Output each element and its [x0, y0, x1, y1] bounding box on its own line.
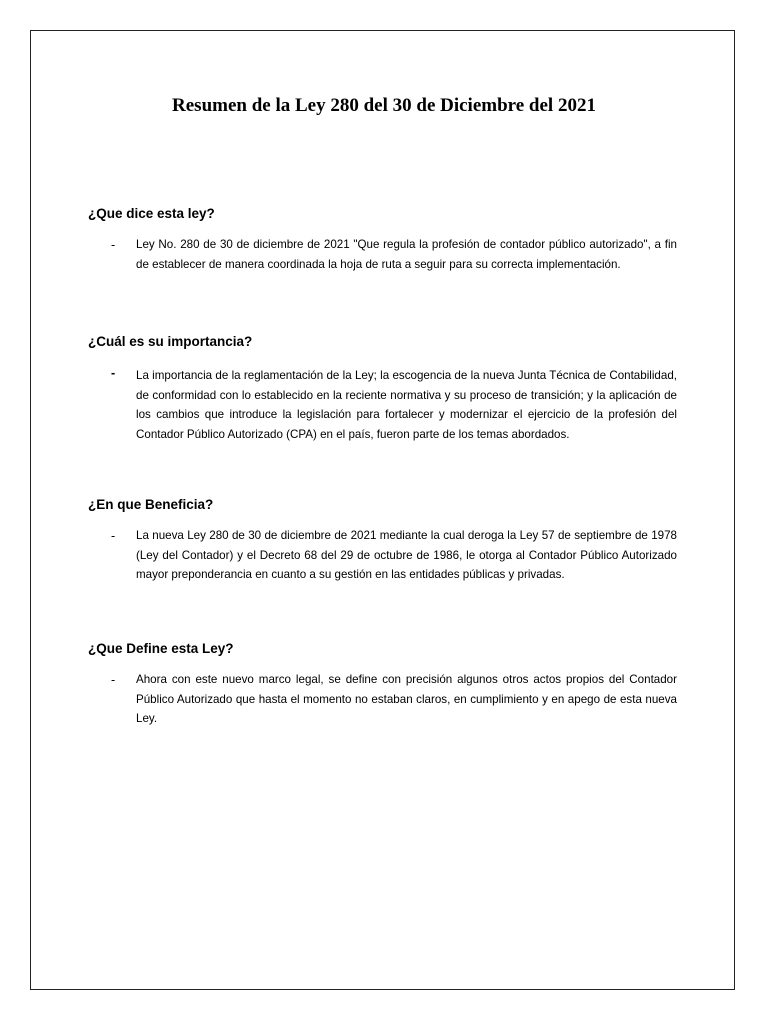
section-paragraph: Ley No. 280 de 30 de diciembre de 2021 "Que regula la profesión de contador público autorizado", a fin de establecer de manera coordinada la hoja de ruta a seguir para su correcta implementación.: [136, 238, 677, 271]
section-paragraph: La importancia de la reglamentación de la Ley; la escogencia de la nueva Junta Técnica de Contabilidad, de conformidad con lo establecido en la reciente normativa y su proceso de transición; y la aplicación de los cambios que introduce la legislación para fortalecer y modernizar el ejercicio de la profesión del Contador Público Autorizado (CPA) en el país, fueron parte de los temas abordados.: [136, 369, 677, 441]
bullet-dash: -: [111, 529, 116, 543]
section-paragraph: La nueva Ley 280 de 30 de diciembre de 2021 mediante la cual deroga la Ley 57 de septiembre de 1978 (Ley del Contador) y el Decreto 68 del 29 de octubre de 1986, le otorga al Contador Público Autorizado mayor preponderancia en cuanto a su gestión en las entidades públicas y privadas.: [136, 529, 677, 581]
section-paragraph: Ahora con este nuevo marco legal, se define con precisión algunos otros actos propios del Contador Público Autorizado que hasta el momento no estaban claros, en cumplimiento y en apego de esta nueva Ley.: [136, 673, 677, 725]
bullet-dash: -: [111, 366, 116, 380]
bullet-dash: -: [111, 673, 116, 687]
section-heading: ¿En que Beneficia?: [88, 497, 214, 512]
section-heading: ¿Cuál es su importancia?: [88, 334, 253, 349]
bullet-dash: -: [111, 238, 116, 252]
section-heading: ¿Que Define esta Ley?: [88, 641, 234, 656]
section-heading: ¿Que dice esta ley?: [88, 206, 215, 221]
document-title: Resumen de la Ley 280 del 30 de Diciembre del 2021: [172, 95, 596, 116]
